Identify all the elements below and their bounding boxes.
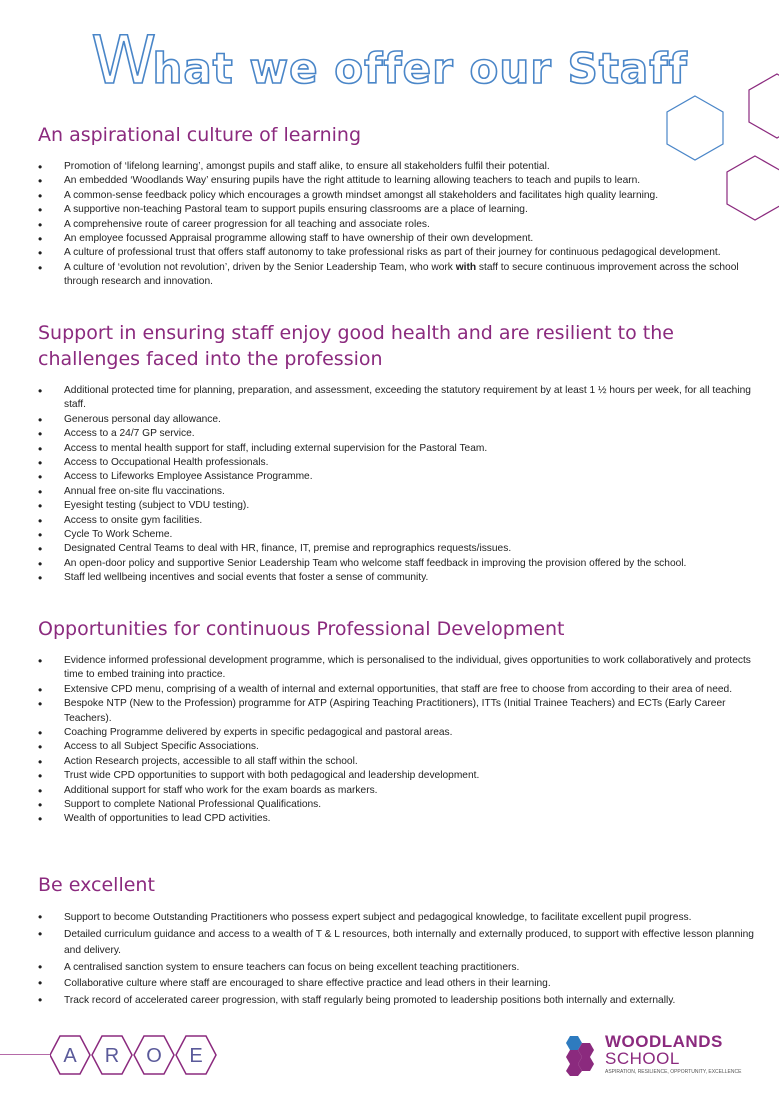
list-item: • A common-sense feedback policy which encourages a growth mindset amongst all stakeholders and facilitates high quality learning. <box>38 189 754 203</box>
section-heading: Be excellent <box>38 874 155 896</box>
aroe-letter-a: A <box>63 1045 77 1067</box>
section-heading: Opportunities for continuous Professional Development <box>38 618 565 640</box>
title-rest: hat we offer our Staff <box>152 44 688 93</box>
list-item: • Bespoke NTP (New to the Profession) programme for ATP (Aspiring Teaching Practitioners), ITTs (Initial Trainee Teachers) and ECTs (Early Career Teachers). <box>38 697 754 726</box>
section-heading: An aspirational culture of learning <box>38 124 362 146</box>
list-item: • Extensive CPD menu, comprising of a wealth of internal and external opportunities, that staff are free to choose from according to their area of need. <box>38 683 754 697</box>
aroe-hexagons <box>50 1034 220 1076</box>
list-item: • Wealth of opportunities to lead CPD activities. <box>38 812 754 826</box>
item-bold-text: with <box>455 261 477 273</box>
bullet-list <box>38 910 754 1010</box>
bullet-list <box>38 160 754 290</box>
section-health-resilience <box>38 320 754 586</box>
list-item: • Support to complete National Professional Qualifications. <box>38 798 754 812</box>
logo-tagline: ASPIRATION, RESILIENCE, OPPORTUNITY, EXCELLENCE <box>605 1069 742 1075</box>
bullet-list <box>38 384 754 586</box>
section-professional-development <box>38 616 754 827</box>
aroe-letter-o: O <box>146 1045 162 1067</box>
list-item: • Eyesight testing (subject to VDU testing). <box>38 499 754 513</box>
list-item: • A comprehensive route of career progression for all teaching and associate roles. <box>38 218 754 232</box>
bullet-list <box>38 654 754 827</box>
aroe-hexagon <box>134 1036 174 1074</box>
list-item: • A supportive non-teaching Pastoral team to support pupils ensuring classrooms are a place of learning. <box>38 203 754 217</box>
list-item: • Access to Lifeworks Employee Assistance Programme. <box>38 470 754 484</box>
title-first-letter: W <box>91 22 153 99</box>
aroe-hexagon <box>92 1036 132 1074</box>
aroe-letter-e: E <box>189 1045 203 1067</box>
list-item: • An employee focussed Appraisal programme allowing staff to have ownership of their own development. <box>38 232 754 246</box>
list-item: • Support to become Outstanding Practitioners who possess expert subject and pedagogical knowledge, to facilitate excellent pupil progress. <box>38 910 754 927</box>
list-item: • Generous personal day allowance. <box>38 413 754 427</box>
section-heading: Support in ensuring staff enjoy good health and are resilient to the challenges faced into the profession <box>38 322 674 370</box>
aroe-hexagon <box>176 1036 216 1074</box>
aroe-hexagon <box>50 1036 90 1074</box>
list-item: • Access to all Subject Specific Associations. <box>38 740 754 754</box>
woodlands-school-logo <box>562 1032 762 1078</box>
logo-name: WOODLANDS <box>605 1032 723 1051</box>
list-item: • Access to a 24/7 GP service. <box>38 427 754 441</box>
list-item: • Track record of accelerated career progression, with staff regularly being promoted to leadership positions both internally and externally. <box>38 993 754 1010</box>
list-item: • Collaborative culture where staff are encouraged to share effective practice and lead others in their learning. <box>38 976 754 993</box>
list-item: • Access to onsite gym facilities. <box>38 514 754 528</box>
list-item: • Detailed curriculum guidance and access to a wealth of T & L resources, both internally and externally produced, to support with effective lesson planning and delivery. <box>38 927 754 960</box>
list-item: • Annual free on-site flu vaccinations. <box>38 485 754 499</box>
list-item: • Evidence informed professional development programme, which is personalised to the individual, gives opportunities to work collaboratively and protects time to embed training into practice. <box>38 654 754 683</box>
list-item: • Additional protected time for planning, preparation, and assessment, exceeding the statutory requirement by at least 1 ½ hours per week, for all teaching staff. <box>38 384 754 413</box>
list-item: • Cycle To Work Scheme. <box>38 528 754 542</box>
list-item: • An embedded ‘Woodlands Way’ ensuring pupils have the right attitude to learning allowing teachers to teach and pupils to learn. <box>38 174 754 188</box>
list-item <box>38 261 754 290</box>
list-item: • Access to Occupational Health professionals. <box>38 456 754 470</box>
footer-divider-line <box>0 1054 50 1055</box>
list-item: • A culture of professional trust that offers staff autonomy to take professional risks as part of their journey for continuous pedagogical development. <box>38 246 754 260</box>
section-be-excellent <box>38 872 754 1010</box>
list-item: • Staff led wellbeing incentives and social events that foster a sense of community. <box>38 571 754 585</box>
list-item: • An open-door policy and supportive Senior Leadership Team who welcome staff feedback in improving the provision offered by the school. <box>38 557 754 571</box>
aroe-letter-r: R <box>104 1045 120 1067</box>
list-item: • A centralised sanction system to ensure teachers can focus on being excellent teaching practitioners. <box>38 960 754 977</box>
logo-hexagons-icon <box>562 1034 604 1076</box>
section-aspirational-culture <box>38 122 754 290</box>
list-item: • Trust wide CPD opportunities to support with both pedagogical and leadership development. <box>38 769 754 783</box>
list-item: • Access to mental health support for staff, including external supervision for the Pastoral Team. <box>38 442 754 456</box>
list-item: • Action Research projects, accessible to all staff within the school. <box>38 755 754 769</box>
list-item: • Coaching Programme delivered by experts in specific pedagogical and pastoral areas. <box>38 726 754 740</box>
list-item: • Designated Central Teams to deal with HR, finance, IT, premise and reprographics requests/issues. <box>38 542 754 556</box>
item-text: staff to secure continuous improvement across the school through research and innovation. <box>64 261 739 288</box>
logo-subtitle: SCHOOL <box>605 1049 680 1068</box>
list-item: • Additional support for staff who work for the exam boards as markers. <box>38 784 754 798</box>
list-item: • Promotion of ‘lifelong learning’, amongst pupils and staff alike, to ensure all stakeholders fulfil their potential. <box>38 160 754 174</box>
item-text: A culture of ‘evolution not revolution’, driven by the Senior Leadership Team, who work <box>64 261 456 273</box>
